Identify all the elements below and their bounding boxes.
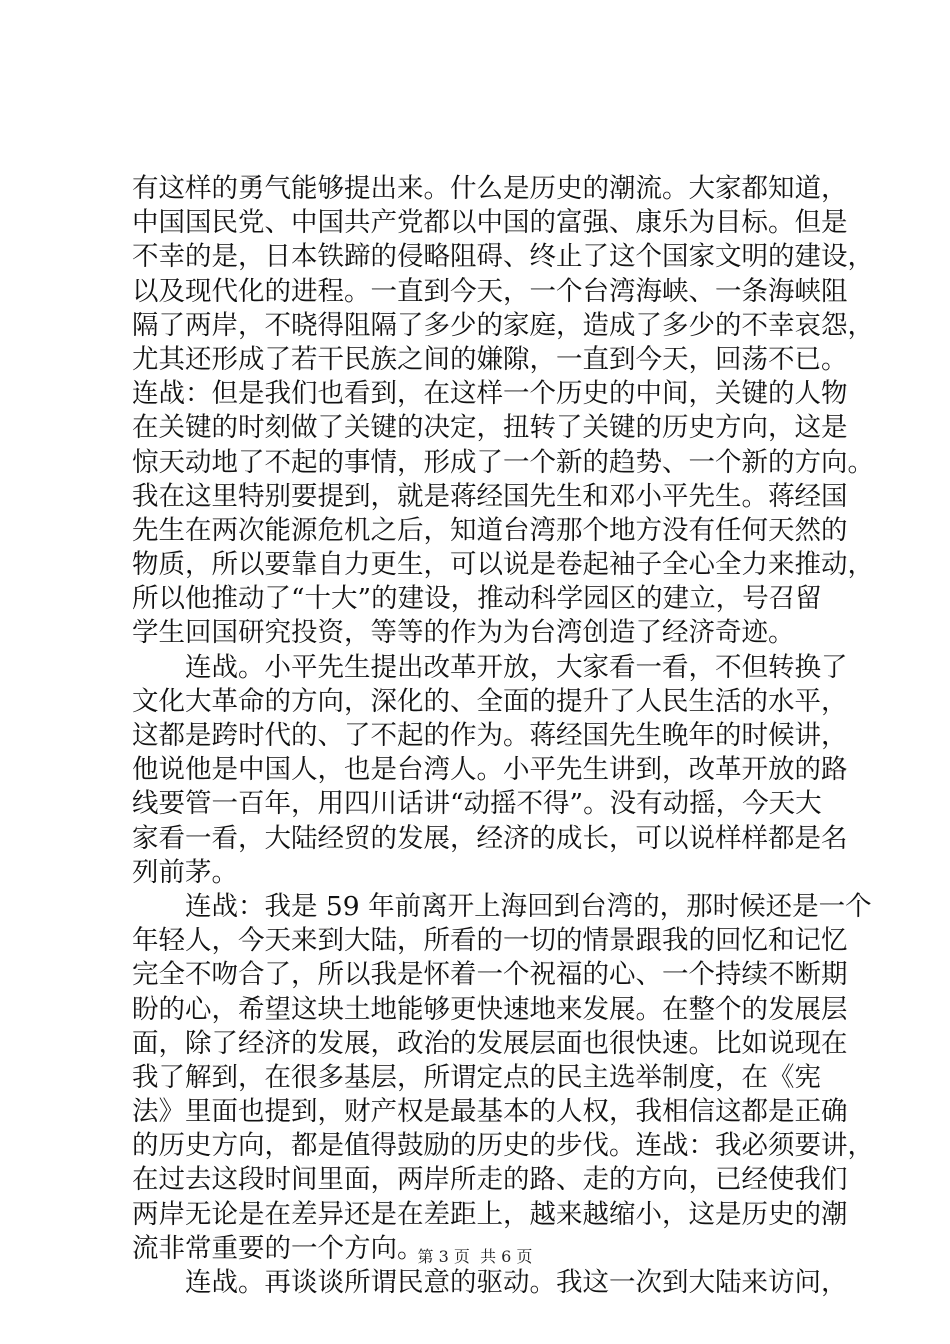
text-line: 两岸无论是在差异还是在差距上，越来越缩小，这是历史的潮	[132, 1198, 848, 1230]
text-line: 中国国民党、中国共产党都以中国的富强、康乐为目标。但是	[132, 207, 848, 239]
text-line: 完全不吻合了，所以我是怀着一个祝福的心、一个持续不断期	[132, 959, 848, 991]
text-line: 物质，所以要靠自力更生，可以说是卷起袖子全心全力来推动，	[132, 549, 874, 581]
text-line: 有这样的勇气能够提出来。什么是历史的潮流。大家都知道，	[132, 173, 848, 204]
text-line: 年轻人，今天来到大陆，所看的一切的情景跟我的回忆和记忆	[132, 925, 848, 957]
text-line: 他说他是中国人，也是台湾人。小平先生讲到，改革开放的路	[132, 754, 848, 786]
text-line: 连战。再谈谈所谓民意的驱动。我这一次到大陆来访问，	[185, 1267, 848, 1298]
text-line: 文化大革命的方向，深化的、全面的提升了人民生活的水平，	[132, 685, 848, 717]
text-line: 不幸的是，日本铁蹄的侵略阻碍、终止了这个国家文明的建设，	[132, 241, 874, 273]
text-line: 先生在两次能源危机之后，知道台湾那个地方没有任何天然的	[132, 514, 848, 546]
text-line: 流非常重要的一个方向。	[132, 1232, 424, 1264]
text-line: 列前茅。	[132, 856, 238, 888]
text-line: 连战。小平先生提出改革开放，大家看一看，不但转换了	[185, 651, 848, 683]
text-line: 法》里面也提到，财产权是最基本的人权，我相信这都是正确	[132, 1096, 848, 1128]
text-line: 我了解到，在很多基层，所谓定点的民主选举制度，在《宪	[132, 1061, 821, 1093]
text-line: 学生回国研究投资，等等的作为为台湾创造了经济奇迹。	[132, 617, 795, 649]
text-line: 所以他推动了“十大”的建设，推动科学园区的建立，号召留	[132, 583, 822, 615]
text-line: 这都是跨时代的、了不起的作为。蒋经国先生晚年的时候讲，	[132, 720, 848, 751]
page-footer: 第 3 页 共 6 页	[417, 1247, 533, 1266]
text-line: 尤其还形成了若干民族之间的嫌隙，一直到今天，回荡不已。	[132, 343, 848, 375]
text-line: 惊天动地了不起的事情，形成了一个新的趋势、一个新的方向。	[132, 446, 874, 478]
text-line: 以及现代化的进程。一直到今天，一个台湾海峡、一条海峡阻	[132, 275, 848, 307]
text-line: 在过去这段时间里面，两岸所走的路、走的方向，已经使我们	[132, 1164, 848, 1196]
text-line: 盼的心，希望这块土地能够更快速地来发展。在整个的发展层	[132, 993, 848, 1025]
text-line: 面，除了经济的发展，政治的发展层面也很快速。比如说现在	[132, 1027, 848, 1059]
text-line: 连战：我是 59 年前离开上海回到台湾的，那时候还是一个	[185, 890, 872, 922]
text-line: 的历史方向，都是值得鼓励的历史的步伐。连战：我必须要讲，	[132, 1130, 874, 1162]
text-line: 隔了两岸，不晓得阻隔了多少的家庭，造成了多少的不幸哀怨，	[132, 309, 874, 341]
text-line: 在关键的时刻做了关键的决定，扭转了关键的历史方向，这是	[132, 412, 848, 444]
text-line: 我在这里特别要提到，就是蒋经国先生和邓小平先生。蒋经国	[132, 480, 848, 512]
text-line: 连战：但是我们也看到，在这样一个历史的中间，关键的人物	[132, 378, 848, 410]
text-line: 家看一看，大陆经贸的发展，经济的成长，可以说样样都是名	[132, 822, 848, 854]
body-text	[132, 172, 874, 1300]
text-line: 线要管一百年，用四川话讲“动摇不得”。没有动摇，今天大	[132, 788, 822, 820]
